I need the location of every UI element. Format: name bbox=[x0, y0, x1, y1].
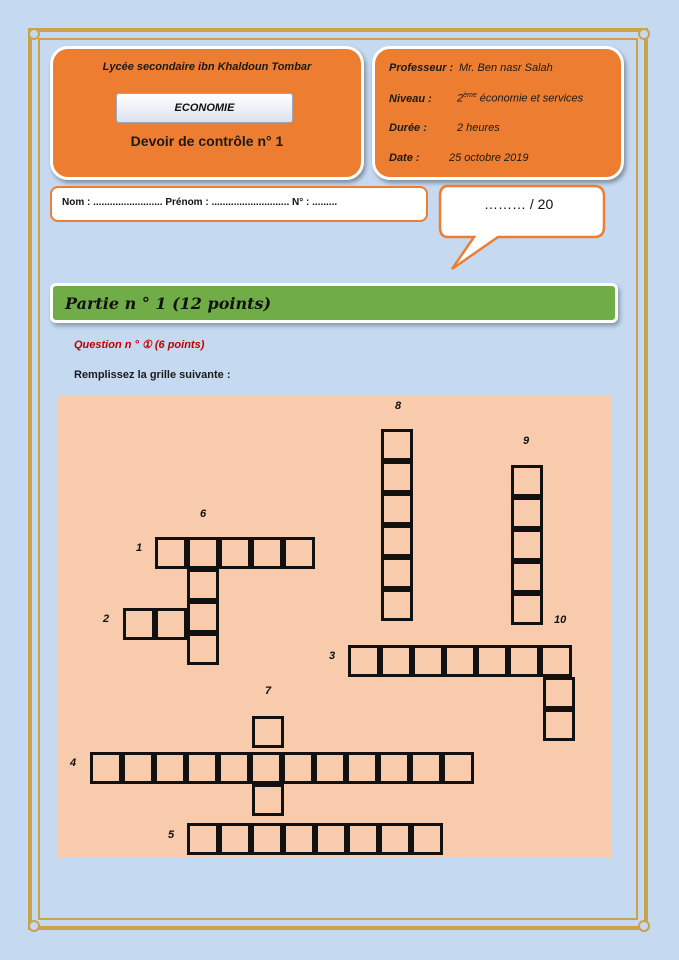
date-row bbox=[389, 152, 529, 164]
crossword-cell[interactable] bbox=[444, 645, 476, 677]
crossword-cell[interactable] bbox=[187, 537, 219, 569]
crossword-cell[interactable] bbox=[252, 716, 284, 748]
clue-number-10: 10 bbox=[554, 614, 567, 626]
frame-corner-ornament bbox=[638, 920, 650, 932]
frame-corner-ornament bbox=[28, 920, 40, 932]
clue-number-2: 2 bbox=[103, 613, 110, 625]
crossword-cell[interactable] bbox=[123, 608, 155, 640]
crossword-cell[interactable] bbox=[508, 645, 540, 677]
crossword-cell[interactable] bbox=[380, 645, 412, 677]
section-banner: Partie n ° 1 (12 points) bbox=[50, 283, 618, 323]
clue-number-1: 1 bbox=[136, 542, 143, 554]
crossword-cell[interactable] bbox=[347, 823, 379, 855]
crossword-cell[interactable] bbox=[219, 537, 251, 569]
instruction-text: Remplissez la grille suivante : bbox=[74, 369, 231, 381]
crossword-cell[interactable] bbox=[315, 823, 347, 855]
crossword-cell[interactable] bbox=[540, 645, 572, 677]
crossword-cell[interactable] bbox=[381, 461, 413, 493]
clue-number-4: 4 bbox=[70, 757, 77, 769]
crossword-cell[interactable] bbox=[187, 823, 219, 855]
crossword-cell[interactable] bbox=[381, 589, 413, 621]
duration-row bbox=[389, 122, 500, 134]
crossword-cell[interactable] bbox=[543, 709, 575, 741]
level-superscript: ème bbox=[463, 92, 477, 99]
crossword-cell[interactable] bbox=[381, 557, 413, 589]
crossword-cell[interactable] bbox=[543, 677, 575, 709]
date-label: Date : bbox=[389, 152, 420, 164]
school-header-box bbox=[50, 46, 364, 180]
level-row bbox=[389, 92, 583, 105]
professor-value: Mr. Ben nasr Salah bbox=[459, 62, 553, 74]
exam-info-box bbox=[372, 46, 624, 180]
crossword-cell[interactable] bbox=[314, 752, 346, 784]
crossword-cell[interactable] bbox=[476, 645, 508, 677]
question-title: Question n ° ① (6 points) bbox=[74, 339, 205, 351]
crossword-cell[interactable] bbox=[442, 752, 474, 784]
crossword-cell[interactable] bbox=[251, 537, 283, 569]
crossword-cell[interactable] bbox=[282, 752, 314, 784]
crossword-cell[interactable] bbox=[155, 608, 187, 640]
subject-label: ECONOMIE bbox=[116, 93, 293, 123]
clue-number-3: 3 bbox=[329, 650, 336, 662]
level-label: Niveau : bbox=[389, 92, 432, 105]
crossword-cell[interactable] bbox=[511, 561, 543, 593]
clue-number-8: 8 bbox=[395, 400, 402, 412]
crossword-cell[interactable] bbox=[187, 569, 219, 601]
clue-number-9: 9 bbox=[523, 435, 530, 447]
student-identity-field[interactable]: Nom : ......................... Prénom : ............................ N° : ......... bbox=[50, 186, 428, 222]
crossword-cell[interactable] bbox=[250, 752, 282, 784]
crossword-cell[interactable] bbox=[218, 752, 250, 784]
crossword-cell[interactable] bbox=[187, 633, 219, 665]
crossword-cell[interactable] bbox=[511, 465, 543, 497]
crossword-cell[interactable] bbox=[186, 752, 218, 784]
duration-value: 2 heures bbox=[457, 122, 500, 134]
crossword-cell[interactable] bbox=[283, 537, 315, 569]
crossword-cell[interactable] bbox=[90, 752, 122, 784]
level-number: 2 bbox=[457, 92, 464, 105]
exam-title: Devoir de contrôle n° 1 bbox=[130, 133, 284, 149]
crossword-cell[interactable] bbox=[187, 601, 219, 633]
level-value: économie et services bbox=[476, 92, 584, 105]
crossword-cell[interactable] bbox=[511, 529, 543, 561]
crossword-cell[interactable] bbox=[378, 752, 410, 784]
crossword-cell[interactable] bbox=[381, 493, 413, 525]
clue-number-7: 7 bbox=[265, 685, 272, 697]
frame-corner-ornament bbox=[638, 28, 650, 40]
professor-row bbox=[389, 62, 553, 74]
crossword-cell[interactable] bbox=[348, 645, 380, 677]
crossword-cell[interactable] bbox=[252, 784, 284, 816]
crossword-cell[interactable] bbox=[381, 429, 413, 461]
crossword-cell[interactable] bbox=[219, 823, 251, 855]
crossword-cell[interactable] bbox=[379, 823, 411, 855]
clue-number-6: 6 bbox=[200, 508, 207, 520]
crossword-cell[interactable] bbox=[251, 823, 283, 855]
crossword-cell[interactable] bbox=[155, 537, 187, 569]
school-name: Lycée secondaire ibn Khaldoun Tombar bbox=[102, 61, 312, 73]
crossword-cell[interactable] bbox=[346, 752, 378, 784]
crossword-cell[interactable] bbox=[411, 823, 443, 855]
clue-number-5: 5 bbox=[168, 829, 175, 841]
crossword-cell[interactable] bbox=[412, 645, 444, 677]
crossword-cell[interactable] bbox=[381, 525, 413, 557]
crossword-cell[interactable] bbox=[154, 752, 186, 784]
duration-label: Durée : bbox=[389, 122, 427, 134]
frame-corner-ornament bbox=[28, 28, 40, 40]
crossword-cell[interactable] bbox=[122, 752, 154, 784]
crossword-cell[interactable] bbox=[511, 593, 543, 625]
crossword-cell[interactable] bbox=[410, 752, 442, 784]
crossword-cell[interactable] bbox=[511, 497, 543, 529]
crossword-cell[interactable] bbox=[283, 823, 315, 855]
professor-label: Professeur : bbox=[389, 62, 454, 74]
date-value: 25 octobre 2019 bbox=[449, 152, 529, 164]
score-field[interactable]: ……… / 20 bbox=[484, 196, 554, 212]
